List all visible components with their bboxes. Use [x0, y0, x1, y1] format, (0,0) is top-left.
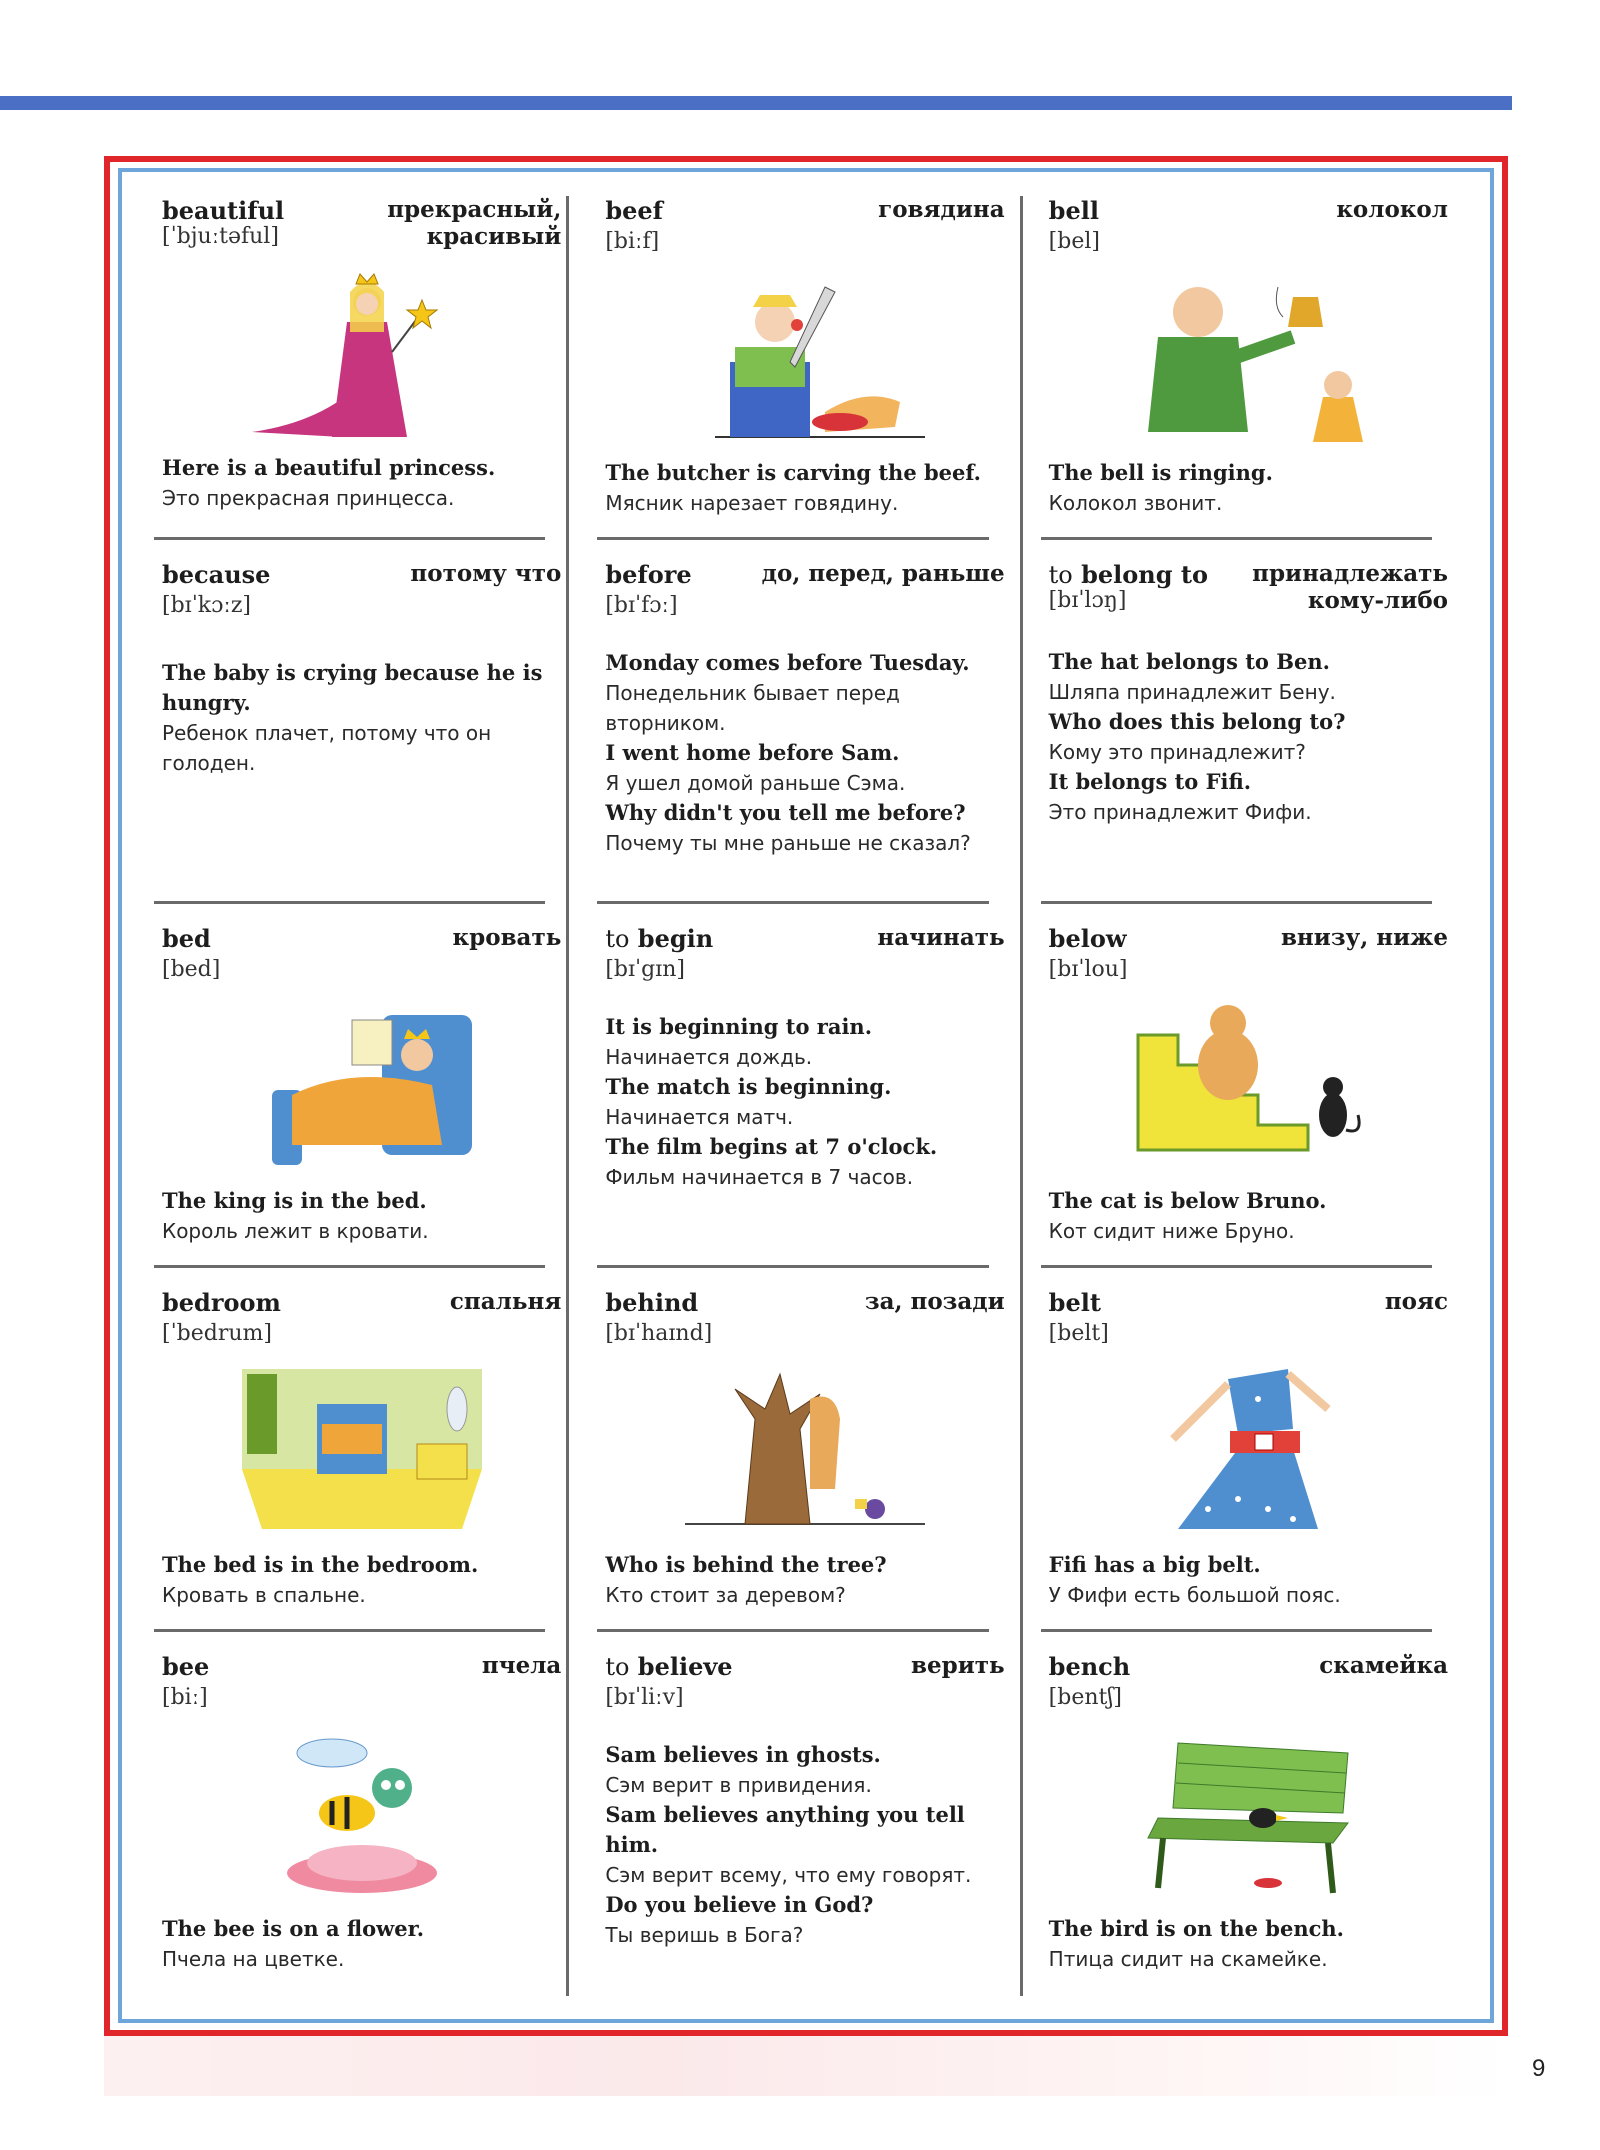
- example-en: Here is a beautiful princess.: [162, 455, 496, 480]
- headword: to belong to: [1048, 560, 1208, 589]
- example-ru: Кому это принадлежит?: [1048, 740, 1306, 764]
- phonetic: [bɪˈlou]: [1048, 957, 1128, 982]
- translation: до, перед, раньше: [761, 560, 1005, 587]
- dictionary-grid: [140, 184, 1470, 2004]
- example-ru: Понедельник бывает перед вторником.: [605, 681, 900, 735]
- translation: колокол: [1336, 196, 1448, 223]
- example-en: Sam believes anything you tell him.: [605, 1802, 965, 1857]
- headword: beef: [605, 196, 663, 225]
- example-ru: Король лежит в кровати.: [162, 1219, 429, 1243]
- entry-bedroom: [140, 1276, 583, 1640]
- headword: behind: [605, 1288, 699, 1317]
- bell-monks-illustration: [1049, 262, 1448, 452]
- entry-divider: [597, 1265, 988, 1268]
- example-ru: Ты веришь в Бога?: [605, 1923, 804, 1947]
- translation: внизу, ниже: [1280, 924, 1448, 951]
- entry-before: [583, 548, 1026, 912]
- headword: beautiful: [162, 196, 285, 225]
- translation: спальня: [449, 1288, 562, 1315]
- example-en: Do you believe in God?: [605, 1892, 874, 1917]
- entry-because: [140, 548, 583, 912]
- example-en: The bell is ringing.: [1048, 460, 1273, 485]
- headword: bell: [1048, 196, 1099, 225]
- headword: because: [162, 560, 271, 589]
- example-ru: Начинается матч.: [605, 1105, 794, 1129]
- stairs-bear-cat-illustration: [1049, 990, 1448, 1180]
- example-ru: Кто стоит за деревом?: [605, 1583, 846, 1607]
- entry-divider: [1041, 1629, 1432, 1632]
- phonetic: [bel]: [1048, 229, 1100, 254]
- translation: скамейка: [1319, 1652, 1448, 1679]
- example-en: The film begins at 7 o'clock.: [605, 1134, 938, 1159]
- entry-divider: [597, 901, 988, 904]
- phonetic: [biː]: [162, 1685, 208, 1710]
- entry-behind: [583, 1276, 1026, 1640]
- entry-beautiful: [140, 184, 583, 548]
- example-en: It belongs to Fifi.: [1048, 769, 1252, 794]
- translation: пчела: [481, 1652, 562, 1679]
- translation: принадлежать кому-либо: [1252, 560, 1448, 614]
- entry-divider: [1041, 537, 1432, 540]
- headword: to believe: [605, 1652, 733, 1681]
- entry-divider: [154, 1265, 545, 1268]
- bottom-color-wash: [104, 2036, 1508, 2096]
- example-en: Who does this belong to?: [1048, 709, 1346, 734]
- example-ru: Мясник нарезает говядину.: [605, 491, 899, 515]
- example-ru: Фильм начинается в 7 часов.: [605, 1165, 914, 1189]
- example-ru: Почему ты мне раньше не сказал?: [605, 831, 971, 855]
- phonetic: [bɪˈgɪn]: [605, 957, 685, 982]
- entry-divider: [154, 1629, 545, 1632]
- example-ru: Я ушел домой раньше Сэма.: [605, 771, 906, 795]
- example-ru: Это принадлежит Фифи.: [1048, 800, 1312, 824]
- entry-beef: [583, 184, 1026, 548]
- example-ru: Птица сидит на скамейке.: [1048, 1947, 1328, 1971]
- phonetic: [ˈbedrum]: [162, 1321, 272, 1346]
- example-ru: Колокол звонит.: [1048, 491, 1223, 515]
- entry-bed: [140, 912, 583, 1276]
- example-ru: Ребенок плачет, потому что он голоден.: [162, 721, 492, 775]
- example-en: The baby is crying because he is hungry.: [162, 660, 543, 715]
- translation: начинать: [877, 924, 1005, 951]
- headword: bed: [162, 924, 211, 953]
- phonetic: [bɪˈhaɪnd]: [605, 1321, 713, 1346]
- entry-belt: [1027, 1276, 1470, 1640]
- example-en: The king is in the bed.: [162, 1188, 427, 1213]
- example-ru: У Фифи есть большой пояс.: [1048, 1583, 1341, 1607]
- princess-illustration: [162, 257, 561, 447]
- headword: to begin: [605, 924, 714, 953]
- example-ru: Начинается дождь.: [605, 1045, 813, 1069]
- translation: кровать: [452, 924, 562, 951]
- example-en: The match is beginning.: [605, 1074, 892, 1099]
- entry-divider: [154, 901, 545, 904]
- example-en: Why didn't you tell me before?: [605, 800, 966, 825]
- translation: пояс: [1384, 1288, 1448, 1315]
- example-en: Fifi has a big belt.: [1048, 1552, 1261, 1577]
- entry-bell: [1027, 184, 1470, 548]
- entry-belong-to: [1027, 548, 1470, 912]
- example-ru: Пчела на цветке.: [162, 1947, 345, 1971]
- phonetic: [bed]: [162, 957, 221, 982]
- headword: bee: [162, 1652, 210, 1681]
- example-en: Who is behind the tree?: [605, 1552, 887, 1577]
- entry-divider: [154, 537, 545, 540]
- headword: bench: [1048, 1652, 1131, 1681]
- example-en: The butcher is carving the beef.: [605, 460, 981, 485]
- headword: bedroom: [162, 1288, 281, 1317]
- example-en: The bird is on the bench.: [1048, 1916, 1344, 1941]
- top-color-bar: [0, 96, 1512, 110]
- translation: прекрасный, красивый: [387, 196, 562, 250]
- phonetic: [ˈbjuːtəful]: [162, 224, 279, 249]
- page-number: 9: [1532, 2055, 1546, 2082]
- headword: belt: [1048, 1288, 1101, 1317]
- phonetic: [biːf]: [605, 229, 660, 254]
- phonetic: [belt]: [1048, 1321, 1109, 1346]
- phonetic: [bɪˈkɔːz]: [162, 593, 251, 618]
- entry-divider: [597, 1629, 988, 1632]
- translation: говядина: [878, 196, 1005, 223]
- phonetic: [bɪˈlɔŋ]: [1048, 588, 1127, 613]
- bench-bird-illustration: [1049, 1718, 1448, 1908]
- entry-below: [1027, 912, 1470, 1276]
- tree-bear-illustration: [605, 1354, 1004, 1544]
- example-en: It is beginning to rain.: [605, 1014, 873, 1039]
- bed-king-illustration: [162, 990, 561, 1180]
- example-ru: Это прекрасная принцесса.: [162, 486, 455, 510]
- example-ru: Кот сидит ниже Бруно.: [1048, 1219, 1295, 1243]
- entry-believe: [583, 1640, 1026, 2004]
- example-ru: Шляпа принадлежит Бену.: [1048, 680, 1336, 704]
- translation: верить: [911, 1652, 1005, 1679]
- entry-divider: [1041, 1265, 1432, 1268]
- example-en: The hat belongs to Ben.: [1048, 649, 1330, 674]
- example-ru: Кровать в спальне.: [162, 1583, 366, 1607]
- example-en: The bee is on a flower.: [162, 1916, 425, 1941]
- entry-divider: [1041, 901, 1432, 904]
- phonetic: [bɪˈfɔː]: [605, 593, 678, 618]
- example-en: The bed is in the bedroom.: [162, 1552, 479, 1577]
- butcher-illustration: [605, 262, 1004, 452]
- entry-begin: [583, 912, 1026, 1276]
- entry-bench: [1027, 1640, 1470, 2004]
- headword: before: [605, 560, 692, 589]
- entry-bee: [140, 1640, 583, 2004]
- translation: за, позади: [864, 1288, 1005, 1315]
- example-en: Monday comes before Tuesday.: [605, 650, 970, 675]
- example-ru: Сэм верит всему, что ему говорят.: [605, 1863, 972, 1887]
- phonetic: [bɪˈliːv]: [605, 1685, 684, 1710]
- example-en: Sam believes in ghosts.: [605, 1742, 881, 1767]
- phonetic: [bentʃ]: [1048, 1685, 1122, 1710]
- bedroom-illustration: [162, 1354, 561, 1544]
- translation: потому что: [410, 560, 562, 587]
- example-en: The cat is below Bruno.: [1048, 1188, 1327, 1213]
- bee-flower-illustration: [162, 1718, 561, 1908]
- example-en: I went home before Sam.: [605, 740, 900, 765]
- dress-belt-illustration: [1049, 1354, 1448, 1544]
- headword: below: [1048, 924, 1127, 953]
- example-ru: Сэм верит в привидения.: [605, 1773, 872, 1797]
- entry-divider: [597, 537, 988, 540]
